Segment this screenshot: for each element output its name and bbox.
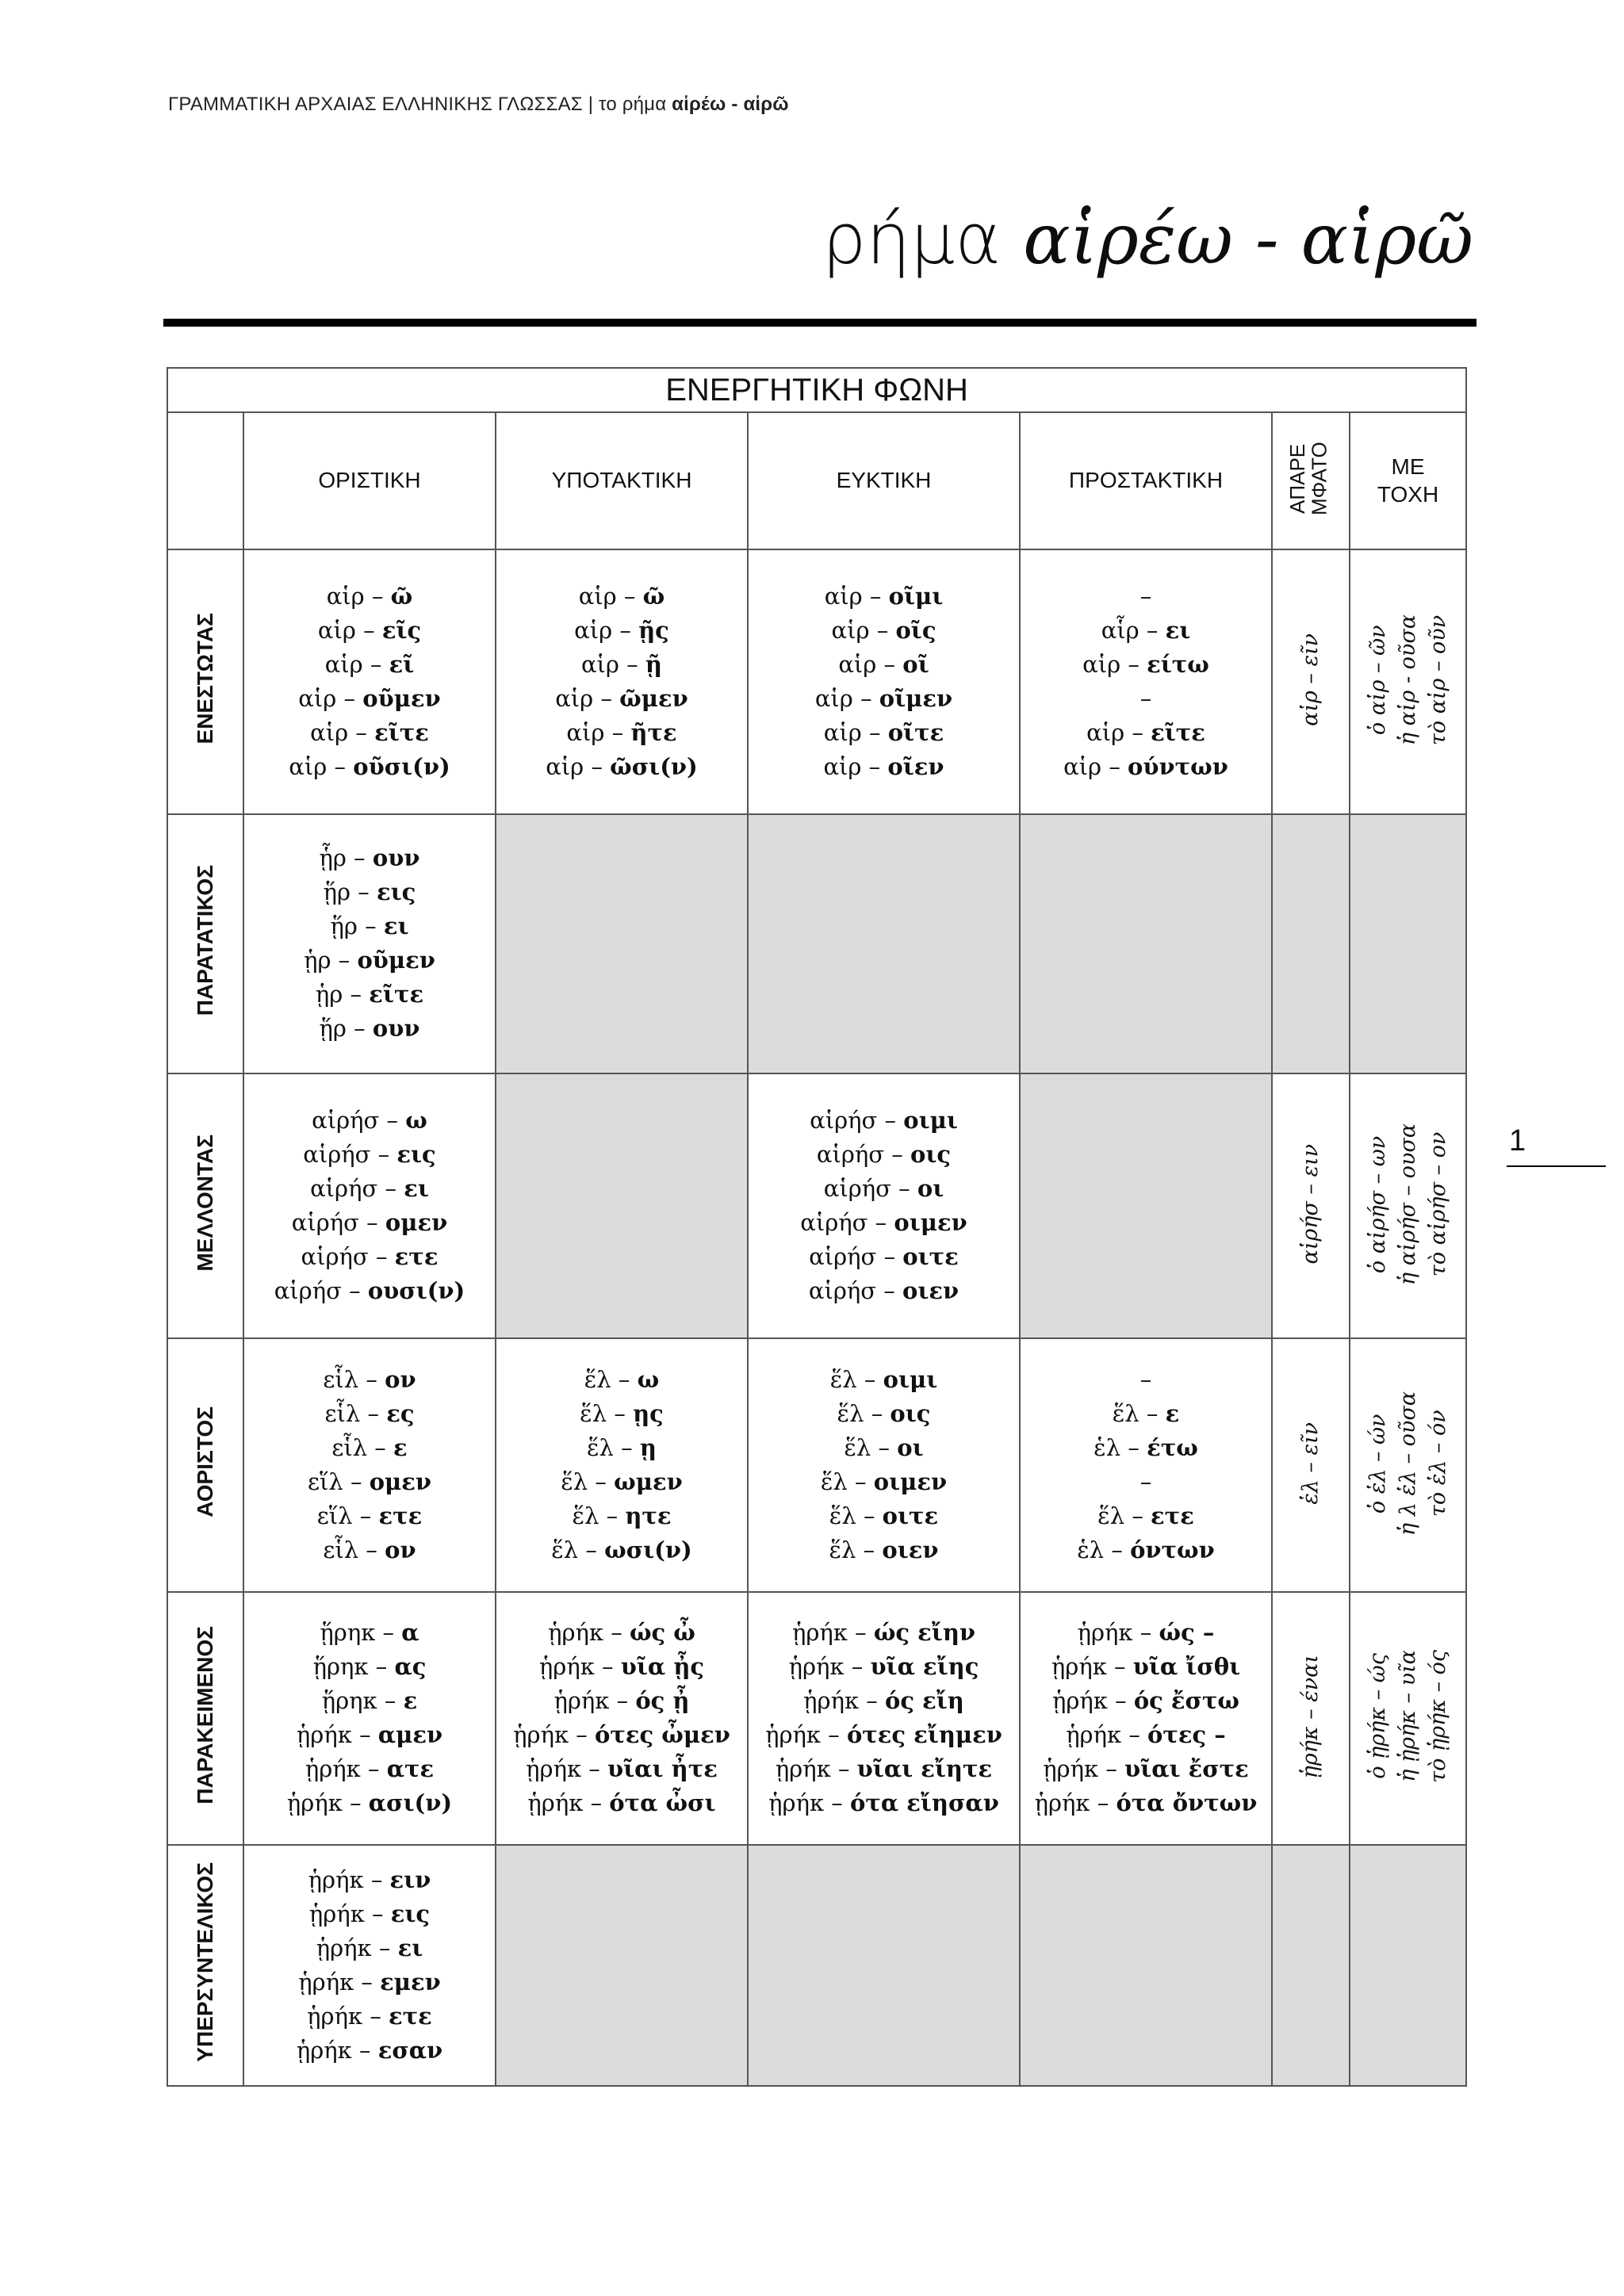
mood-header-participle [1350, 412, 1466, 549]
optative-cell [748, 1338, 1020, 1592]
indicative-cell [243, 1592, 496, 1845]
subjunctive-cell-form-2: ᾑρήκ – υῖα ᾖς [538, 1653, 705, 1681]
infinitive-cell [1272, 1073, 1350, 1338]
optative-cell-form-5: ᾑρήκ – υῖαι εἴητε [775, 1755, 993, 1783]
participle-form-1: ὁ αἱρήσ – ων [1365, 1135, 1390, 1273]
subjunctive-cell-form-5: ᾑρήκ – υῖαι ἦτε [526, 1755, 718, 1783]
optative-cell-form-2: αἱρ – οῖς [831, 616, 936, 644]
imperative-cell [1020, 1845, 1272, 2086]
optative-cell-form-4: αἱρήσ – οιμεν [800, 1208, 967, 1236]
optative-cell-form-1: ᾑρήκ – ώς εἴην [791, 1619, 976, 1647]
indicative-cell-form-3: ᾕρηκ – ε [321, 1687, 418, 1715]
imperative-cell-form-1: – [1139, 582, 1152, 610]
infinitive-form: ᾑρήκ – έναι [1298, 1654, 1323, 1779]
tense-row [167, 1073, 1466, 1338]
tense-row [167, 1338, 1466, 1592]
imperative-cell [1020, 1338, 1272, 1592]
participle-form-3: τὸ ᾑρήκ – ός [1425, 1650, 1450, 1783]
indicative-cell-form-3: αἱρήσ – ει [310, 1174, 429, 1202]
optative-cell-form-3: ᾑρήκ – ός εἴη [803, 1687, 964, 1715]
running-header-plain: ΓΡΑΜΜΑΤΙΚΗ ΑΡΧΑΙΑΣ ΕΛΛΗΝΙΚΗΣ ΓΛΩΣΣΑΣ | το ρήμα [168, 94, 672, 115]
indicative-cell-form-3: εἷλ – ε [331, 1433, 408, 1461]
optative-cell-form-4: ἕλ – οιμεν [820, 1468, 948, 1495]
imperative-cell-form-2: ᾑρήκ – υῖα ἴσθι [1051, 1653, 1241, 1681]
indicative-cell-form-6: εἷλ – ον [323, 1536, 416, 1563]
mood-header-infinitive [1272, 412, 1350, 549]
table-body [167, 549, 1466, 2086]
page-number-rule [1507, 1165, 1606, 1167]
imperative-cell-form-4: ᾑρήκ – ότες – [1066, 1721, 1226, 1749]
participle-form-3: τὸ αἱρήσ – ον [1425, 1131, 1450, 1276]
imperative-cell-form-6: ἑλ – όντων [1077, 1536, 1215, 1563]
imperative-cell-form-2: αἷρ – ει [1101, 616, 1191, 644]
imperative-cell-form-2: ἕλ – ε [1112, 1399, 1180, 1427]
optative-cell-form-2: ἕλ – οις [837, 1399, 931, 1427]
running-header [168, 94, 789, 116]
indicative-cell-form-2: αἱρ – εῖς [317, 616, 422, 644]
page-title-verb: αἱρέω - αἱρῶ [1023, 198, 1473, 280]
subjunctive-cell-form-2: ἕλ – ῃς [580, 1399, 664, 1427]
subjunctive-cell-form-2: αἱρ – ῇς [574, 616, 669, 644]
title-rule [163, 319, 1477, 327]
participle-form-1: ὁ αἱρ – ῶν [1365, 625, 1390, 735]
imperative-cell [1020, 814, 1272, 1073]
indicative-cell-form-2: αἱρήσ – εις [303, 1140, 436, 1168]
indicative-cell-form-4: αἱρήσ – ομεν [291, 1208, 448, 1236]
indicative-cell-form-5: ᾑρ – εῖτε [315, 981, 424, 1008]
indicative-cell-form-6: ᾑρήκ – ασι(ν) [286, 1789, 453, 1817]
tense-label-cell [167, 549, 243, 814]
optative-cell [748, 1073, 1020, 1338]
infinitive-cell [1272, 549, 1350, 814]
participle-form-2: ἡ ᾑρήκ – υῖα [1395, 1650, 1420, 1783]
tense-row [167, 1592, 1466, 1845]
subjunctive-cell-form-3: αἱρ – ῇ [580, 650, 663, 678]
imperative-cell-form-4: – [1139, 1468, 1152, 1495]
subjunctive-cell-form-5: αἱρ – ῆτε [566, 718, 677, 746]
indicative-cell-form-3: ᾑρήκ – ει [316, 1934, 423, 1961]
mood-header-subjunctive: ΥΠΟΤΑΚΤΙΚΗ [496, 412, 748, 549]
imperative-cell-form-1: ᾑρήκ – ώς – [1077, 1619, 1215, 1647]
indicative-cell-form-6: ᾕρ – ουν [319, 1015, 420, 1043]
subjunctive-cell [496, 1338, 748, 1592]
tense-label-cell [167, 814, 243, 1073]
optative-cell-form-1: αἱρήσ – οιμι [810, 1106, 958, 1134]
indicative-cell-form-4: ᾑρ – οῦμεν [304, 947, 435, 974]
imperative-cell-form-1: – [1139, 1365, 1152, 1393]
participle-form-1: ὁ ᾑρήκ – ώς [1365, 1653, 1390, 1780]
participle-cell [1350, 814, 1466, 1073]
indicative-cell [243, 814, 496, 1073]
optative-cell [748, 549, 1020, 814]
infinitive-cell [1272, 1338, 1350, 1592]
tense-label: ΥΠΕΡΣΥΝΤΕΛΙΚΟΣ [193, 1862, 217, 2062]
subjunctive-cell-form-4: ᾑρήκ – ότες ὦμεν [513, 1721, 730, 1749]
indicative-cell-form-5: ᾑρήκ – ατε [304, 1755, 435, 1783]
indicative-cell-form-5: αἱρήσ – ετε [301, 1242, 439, 1270]
optative-cell-form-1: ἕλ – οιμι [829, 1365, 938, 1393]
indicative-cell-form-1: αἱρήσ – ω [312, 1106, 427, 1134]
optative-cell [748, 1592, 1020, 1845]
optative-cell-form-3: ἕλ – οι [844, 1433, 924, 1461]
tense-label: ΑΟΡΙΣΤΟΣ [193, 1406, 217, 1517]
mood-header-optative: ΕΥΚΤΙΚΗ [748, 412, 1020, 549]
subjunctive-cell-form-4: ἕλ – ωμεν [561, 1468, 683, 1495]
subjunctive-cell-form-6: αἱρ – ῶσι(ν) [546, 752, 698, 780]
indicative-cell-form-1: ᾗρ – ουν [319, 844, 420, 872]
subjunctive-cell [496, 1073, 748, 1338]
optative-cell-form-3: αἱρ – οῖ [838, 650, 929, 678]
imperative-cell-form-6: ᾑρήκ – ότα ὄντων [1034, 1789, 1258, 1817]
indicative-cell-form-5: αἱρ – εῖτε [310, 718, 429, 746]
indicative-cell-form-1: εἷλ – ον [323, 1365, 416, 1393]
subjunctive-cell-form-1: αἱρ – ῶ [578, 582, 665, 610]
tense-label-cell [167, 1845, 243, 2086]
indicative-cell-form-6: ᾑρήκ – εσαν [296, 2036, 443, 2064]
participle-header-label: ΜΕ ΤΟΧΗ [1377, 454, 1439, 507]
tense-label: ΠΑΡΑΤΑΤΙΚΟΣ [193, 865, 217, 1016]
optative-cell-form-4: ᾑρήκ – ότες εἴημεν [765, 1721, 1002, 1749]
subjunctive-cell-form-1: ᾑρήκ – ώς ὦ [548, 1619, 695, 1647]
indicative-cell-form-2: ᾕρηκ – ας [312, 1653, 427, 1681]
participle-forms [1363, 614, 1454, 745]
participle-cell [1350, 549, 1466, 814]
indicative-cell [243, 1073, 496, 1338]
optative-cell-form-5: αἱρ – οῖτε [823, 718, 944, 746]
participle-cell [1350, 1073, 1466, 1338]
tense-label: ΠΑΡΑΚΕΙΜΕΝΟΣ [193, 1626, 217, 1804]
imperative-cell-form-5: ἕλ – ετε [1097, 1502, 1194, 1529]
page-title-word: ρήμα [822, 198, 1024, 280]
subjunctive-cell-form-3: ᾑρήκ – ός ᾖ [553, 1687, 690, 1715]
optative-cell-form-6: αἱρ – οῖεν [823, 752, 944, 780]
imperative-cell-form-3: ἑλ – έτω [1094, 1433, 1198, 1461]
subjunctive-cell-form-1: ἕλ – ω [584, 1365, 660, 1393]
page-title [822, 198, 1473, 280]
participle-cell [1350, 1845, 1466, 2086]
optative-cell-form-6: ᾑρήκ – ότα εἴησαν [768, 1789, 999, 1817]
indicative-cell-form-1: ᾕρηκ – α [320, 1619, 419, 1647]
indicative-cell-form-4: ᾑρήκ – αμεν [296, 1721, 443, 1749]
tense-row [167, 1845, 1466, 2086]
optative-cell-form-6: αἱρήσ – οιεν [808, 1276, 959, 1304]
participle-form-2: ἡ αἱρ - οῦσα [1395, 614, 1420, 746]
indicative-cell-form-1: αἱρ – ῶ [326, 582, 413, 610]
infinitive-header-label: ΑΠΑΡΕ ΜΦΑΤΟ [1285, 442, 1331, 515]
indicative-cell-form-1: ᾑρήκ – ειν [308, 1866, 431, 1893]
imperative-cell-form-6: αἱρ – ούντων [1063, 752, 1228, 780]
subjunctive-cell [496, 814, 748, 1073]
indicative-cell-form-5: εἵλ – ετε [316, 1502, 423, 1529]
participle-form-1: ὁ ἑλ – ών [1365, 1413, 1390, 1513]
indicative-cell-form-4: εἵλ – ομεν [307, 1468, 432, 1495]
participle-forms [1363, 1123, 1454, 1285]
tense-label: ΕΝΕΣΤΩΤΑΣ [193, 613, 217, 744]
optative-cell [748, 1845, 1020, 2086]
participle-cell [1350, 1592, 1466, 1845]
subjunctive-cell-form-6: ἕλ – ωσι(ν) [551, 1536, 692, 1563]
page-number: 1 [1509, 1124, 1526, 1158]
indicative-cell-form-3: ᾕρ – ει [330, 913, 409, 940]
mood-header-imperative: ΠΡΟΣΤΑΚΤΙΚΗ [1020, 412, 1272, 549]
imperative-cell-form-3: ᾑρήκ – ός ἔστω [1051, 1687, 1240, 1715]
indicative-cell-form-3: αἱρ – εῖ [324, 650, 415, 678]
optative-cell-form-5: αἱρήσ – οιτε [809, 1242, 959, 1270]
imperative-cell [1020, 1073, 1272, 1338]
participle-cell [1350, 1338, 1466, 1592]
indicative-cell [243, 549, 496, 814]
imperative-cell-form-3: αἱρ – είτω [1082, 650, 1209, 678]
subjunctive-cell [496, 1592, 748, 1845]
participle-form-2: ἡ αἱρήσ – ουσα [1395, 1123, 1420, 1285]
indicative-cell-form-6: αἱρήσ – ουσι(ν) [274, 1276, 465, 1304]
mood-header-indicative: ΟΡΙΣΤΙΚΗ [243, 412, 496, 549]
indicative-cell-form-4: ᾑρήκ – εμεν [298, 1968, 441, 1996]
tense-label-cell [167, 1338, 243, 1592]
corner-cell [167, 412, 243, 549]
conjugation-table [167, 367, 1467, 2087]
tense-label-cell [167, 1073, 243, 1338]
infinitive-form: αἱρ – εῖν [1298, 633, 1323, 727]
participle-form-2: ἡ λ ἑλ – οῦσα [1395, 1391, 1420, 1536]
running-header-bold: αἱρέω - αἱρῶ [672, 94, 789, 115]
indicative-cell-form-2: ᾕρ – εις [323, 878, 416, 906]
subjunctive-cell [496, 549, 748, 814]
infinitive-cell [1272, 1845, 1350, 2086]
subjunctive-cell-form-5: ἕλ – ητε [572, 1502, 672, 1529]
infinitive-cell [1272, 1592, 1350, 1845]
voice-header: ΕΝΕΡΓΗΤΙΚΗ ΦΩΝΗ [167, 368, 1466, 412]
tense-row [167, 549, 1466, 814]
imperative-cell-form-4: – [1139, 684, 1152, 712]
subjunctive-cell-form-6: ᾑρήκ – ότα ὦσι [527, 1789, 716, 1817]
imperative-cell [1020, 1592, 1272, 1845]
optative-cell-form-2: αἱρήσ – οις [816, 1140, 952, 1168]
optative-cell [748, 814, 1020, 1073]
participle-forms [1363, 1650, 1454, 1783]
indicative-cell-form-4: αἱρ – οῦμεν [298, 684, 441, 712]
indicative-cell-form-2: εἷλ – ες [324, 1399, 415, 1427]
optative-cell-form-3: αἱρήσ – οι [823, 1174, 944, 1202]
indicative-cell-form-5: ᾑρήκ – ετε [307, 2002, 432, 2030]
tense-label-cell [167, 1592, 243, 1845]
imperative-cell-form-5: ᾑρήκ – υῖαι ἔστε [1043, 1755, 1249, 1783]
indicative-cell-form-6: αἱρ – οῦσι(ν) [289, 752, 450, 780]
subjunctive-cell-form-4: αἱρ – ῶμεν [555, 684, 688, 712]
optative-cell-form-4: αἱρ – οῖμεν [814, 684, 953, 712]
optative-cell-form-5: ἕλ – οιτε [829, 1502, 939, 1529]
subjunctive-cell-form-3: ἕλ – ῃ [587, 1433, 657, 1461]
indicative-cell [243, 1338, 496, 1592]
imperative-cell [1020, 549, 1272, 814]
tense-row [167, 814, 1466, 1073]
indicative-cell-form-2: ᾑρήκ – εις [308, 1900, 431, 1927]
indicative-cell [243, 1845, 496, 2086]
infinitive-form: αἱρήσ – ειν [1298, 1143, 1323, 1265]
subjunctive-cell [496, 1845, 748, 2086]
imperative-cell-form-5: αἱρ – εῖτε [1086, 718, 1205, 746]
tense-label: ΜΕΛΛΟΝΤΑΣ [193, 1134, 217, 1272]
optative-cell-form-6: ἕλ – οιεν [829, 1536, 939, 1563]
participle-forms [1363, 1391, 1454, 1536]
infinitive-cell [1272, 814, 1350, 1073]
participle-form-3: τὸ ἑλ – όν [1425, 1410, 1450, 1517]
optative-cell-form-1: αἱρ – οῖμι [824, 582, 944, 610]
infinitive-form: ἑλ – εῖν [1298, 1422, 1323, 1505]
optative-cell-form-2: ᾑρήκ – υῖα εἴης [788, 1653, 979, 1681]
participle-form-3: τὸ αἱρ – οῦν [1425, 614, 1450, 745]
